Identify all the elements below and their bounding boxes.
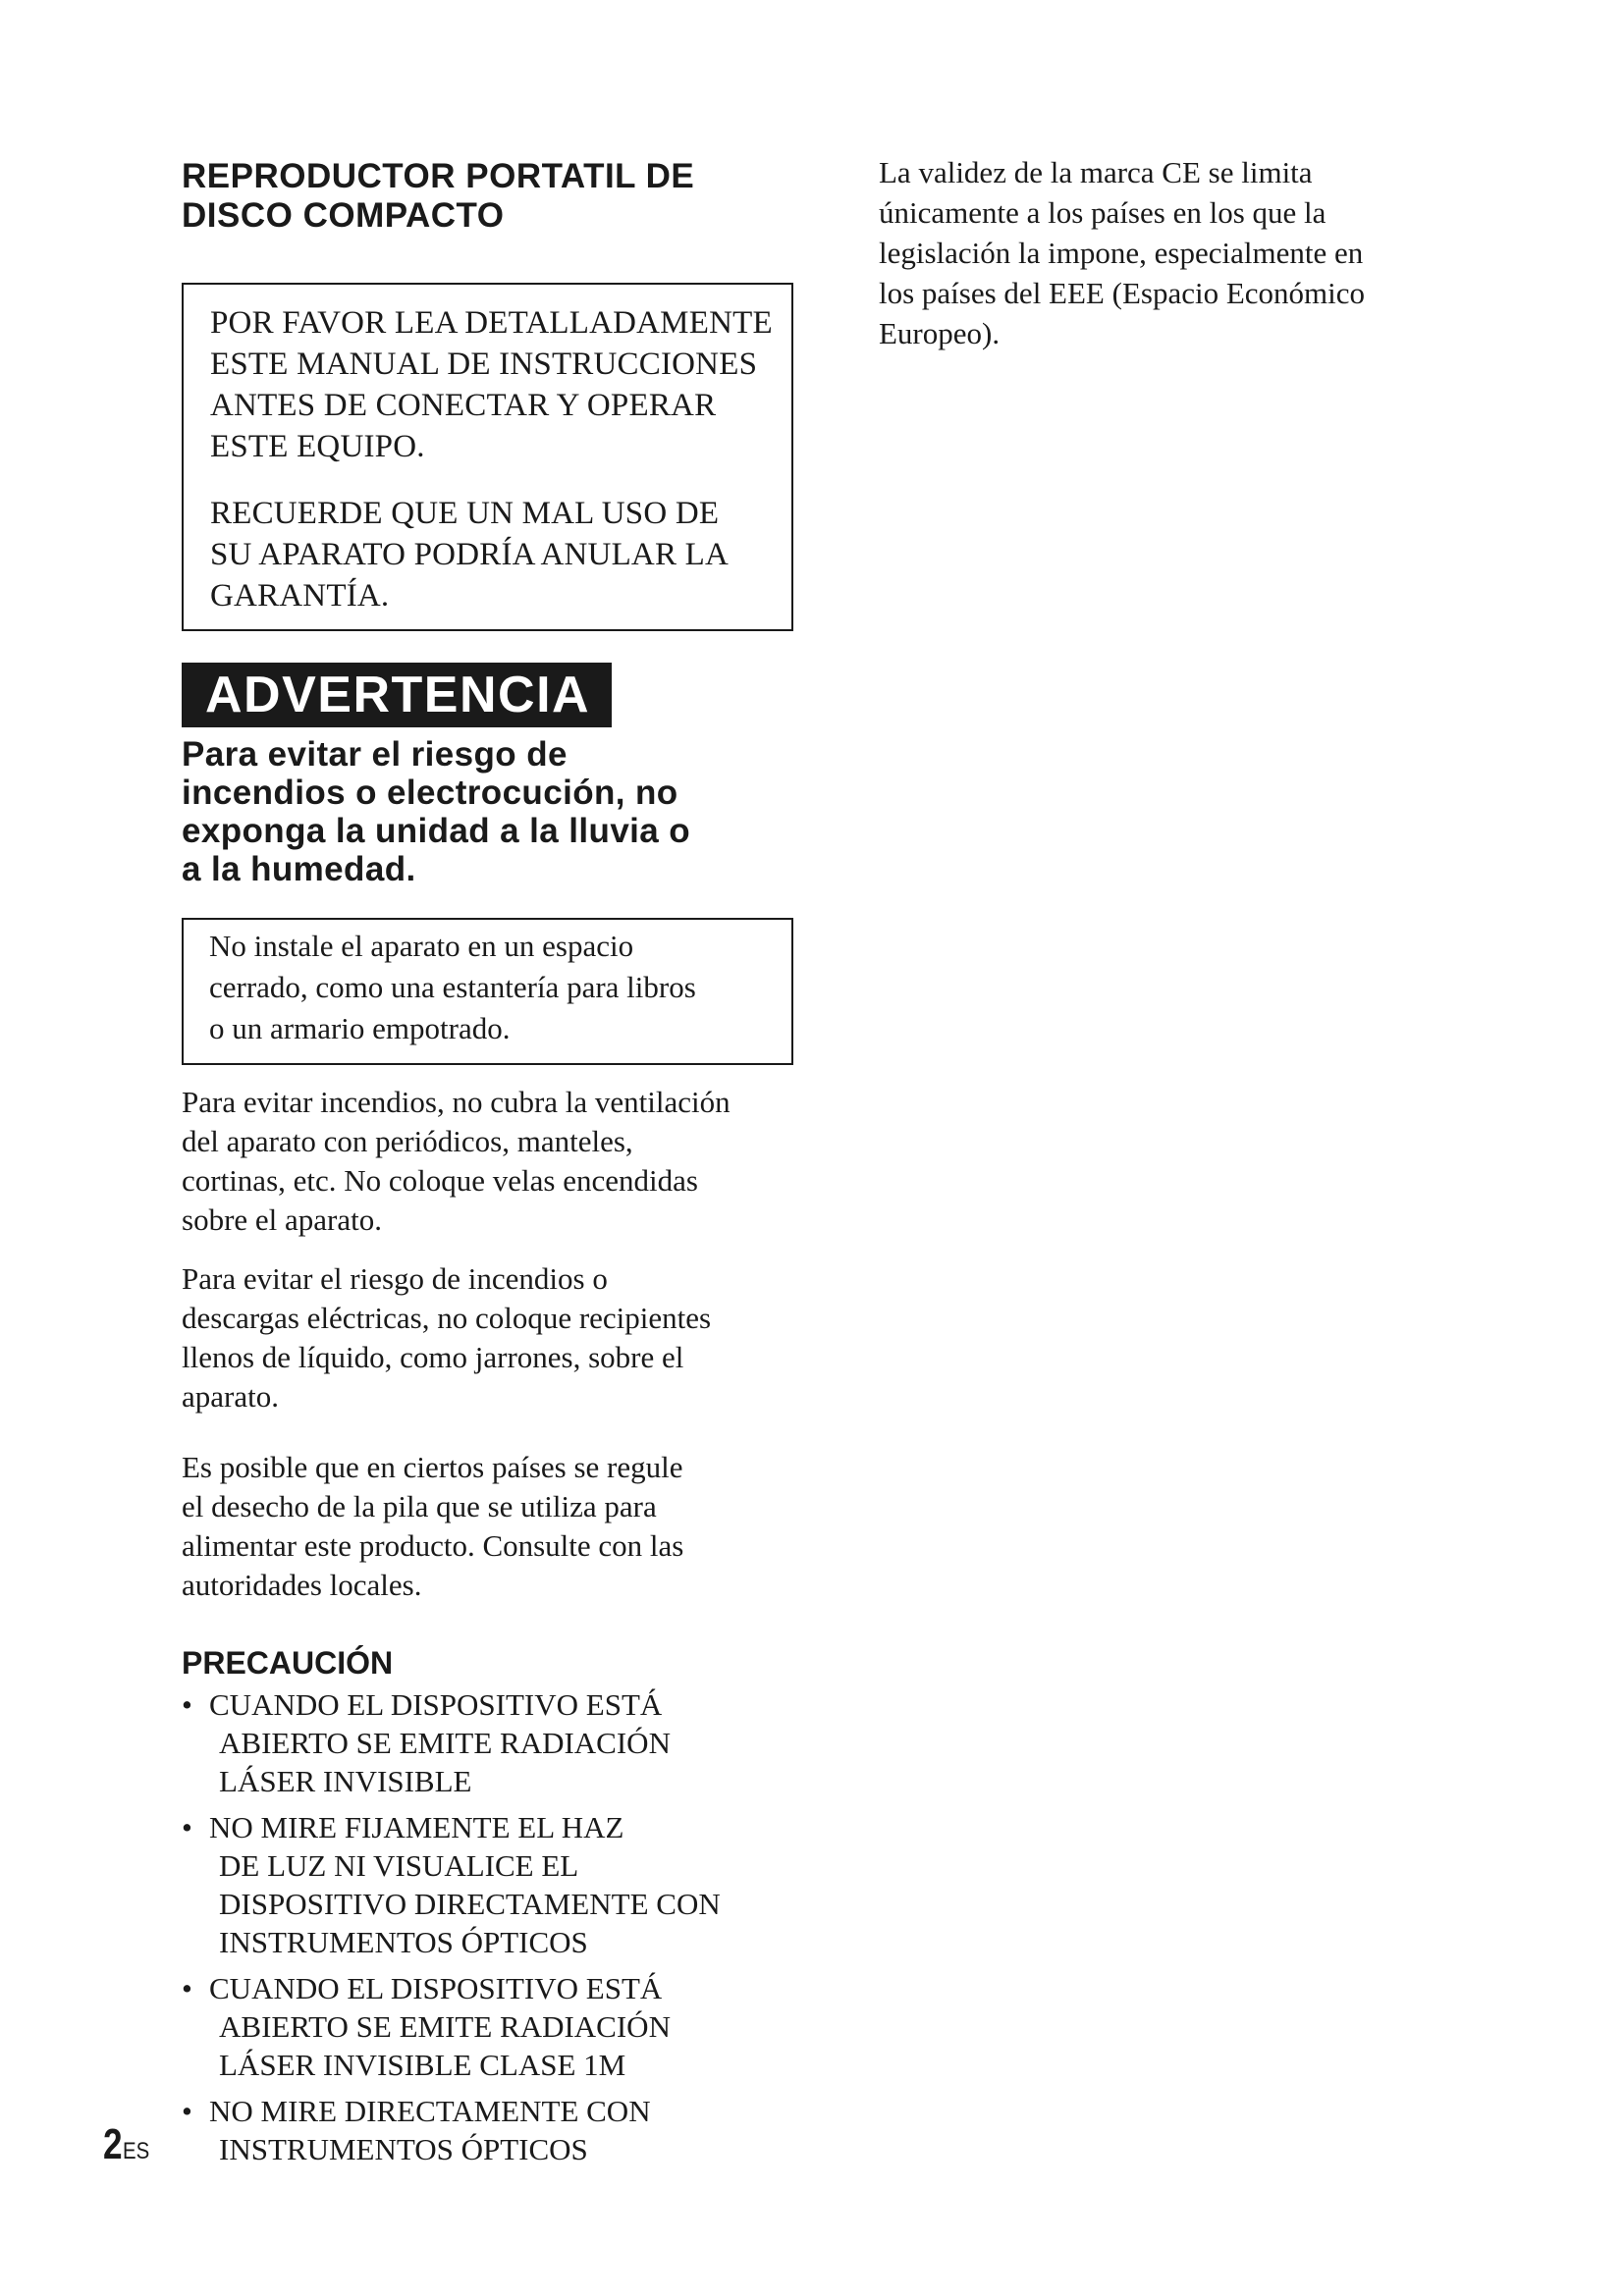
precaucion-item-line: INSTRUMENTOS ÓPTICOS (219, 2132, 588, 2166)
precaucion-item-line: CUANDO EL DISPOSITIVO ESTÁ (209, 1687, 663, 1722)
bullet-icon: • (182, 1687, 192, 1722)
precaucion-item-line: LÁSER INVISIBLE CLASE 1M (219, 2048, 626, 2082)
paragraph-line: alimentar este producto. Consulte con las (182, 1528, 684, 1563)
notice-paragraph-read-manual (210, 302, 791, 467)
precaucion-item (182, 1685, 795, 1800)
warning-heading-line: Para evitar el riesgo de (182, 735, 568, 774)
bullet-icon: • (182, 2094, 192, 2128)
paragraph-line: del aparato con periódicos, manteles, (182, 1124, 633, 1158)
paragraph-line: Es posible que en ciertos países se regule (182, 1450, 683, 1484)
precaucion-item-line: LÁSER INVISIBLE (219, 1764, 472, 1798)
notice-line: ESTE EQUIPO. (210, 429, 425, 464)
paragraph-line: cortinas, etc. No coloque velas encendidas (182, 1163, 698, 1198)
page-number-value: 2 (103, 2120, 123, 2168)
paragraph-line: Para evitar incendios, no cubra la ventilación (182, 1085, 731, 1119)
notice-box (182, 283, 793, 631)
bullet-icon: • (182, 1971, 192, 2005)
paragraph-line: los países del EEE (Espacio Económico (879, 276, 1366, 310)
paragraph-line: únicamente a los países en los que la (879, 195, 1326, 230)
paragraph-line: llenos de líquido, como jarrones, sobre el (182, 1340, 684, 1374)
install-line: cerrado, como una estantería para libros (209, 970, 696, 1004)
advertencia-banner: ADVERTENCIA (182, 663, 612, 727)
precaucion-item-line: DISPOSITIVO DIRECTAMENTE CON (219, 1887, 721, 1921)
bullet-icon: • (182, 1810, 192, 1844)
page-number (103, 2120, 155, 2169)
notice-line: POR FAVOR LEA DETALLADAMENTE (210, 305, 773, 341)
precaucion-item-line: CUANDO EL DISPOSITIVO ESTÁ (209, 1971, 663, 2005)
precaucion-item (182, 2092, 795, 2168)
warning-heading (182, 735, 795, 888)
paragraph-line: aparato. (182, 1379, 279, 1414)
product-title (182, 157, 795, 236)
page-language-code: ES (123, 2138, 150, 2164)
left-column (182, 157, 795, 2176)
notice-line: ESTE MANUAL DE INSTRUCCIONES (210, 347, 758, 382)
ce-mark-paragraph (879, 152, 1448, 353)
right-column (879, 152, 1448, 353)
notice-line: RECUERDE QUE UN MAL USO DE (210, 496, 720, 531)
paragraph-line: autoridades locales. (182, 1568, 422, 1602)
install-box (182, 918, 793, 1065)
paragraph-battery (182, 1448, 795, 1605)
paragraph-liquid (182, 1259, 795, 1416)
notice-line: SU APARATO PODRÍA ANULAR LA (210, 537, 730, 572)
paragraph-line: Para evitar el riesgo de incendios o (182, 1261, 608, 1296)
paragraph-line: sobre el aparato. (182, 1202, 382, 1237)
paragraph-line: Europeo). (879, 316, 1001, 350)
notice-line: ANTES DE CONECTAR Y OPERAR (210, 388, 717, 423)
product-title-line: REPRODUCTOR PORTATIL DE (182, 157, 695, 195)
warning-heading-line: exponga la unidad a la lluvia o (182, 812, 691, 850)
paragraph-ventilation (182, 1083, 795, 1240)
paragraph-line: descargas eléctricas, no coloque recipientes (182, 1301, 712, 1335)
precaucion-list (182, 1685, 795, 2168)
precaucion-item (182, 1808, 795, 1961)
install-line: o un armario empotrado. (209, 1011, 511, 1045)
paragraph-line: La validez de la marca CE se limita (879, 155, 1313, 189)
precaucion-item-line: INSTRUMENTOS ÓPTICOS (219, 1925, 588, 1959)
paragraph-line: legislación la impone, especialmente en (879, 236, 1364, 270)
precaucion-item-line: ABIERTO SE EMITE RADIACIÓN (219, 1726, 671, 1760)
warning-heading-line: a la humedad. (182, 850, 416, 888)
product-title-line: DISCO COMPACTO (182, 196, 505, 235)
precaucion-item-line: DE LUZ NI VISUALICE EL (219, 1848, 579, 1883)
precaucion-item-line: NO MIRE FIJAMENTE EL HAZ (209, 1810, 624, 1844)
precaucion-heading: PRECAUCIÓN (182, 1645, 394, 1681)
paragraph-line: el desecho de la pila que se utiliza para (182, 1489, 657, 1523)
warning-heading-line: incendios o electrocución, no (182, 774, 678, 812)
precaucion-item (182, 1969, 795, 2084)
precaucion-item-line: ABIERTO SE EMITE RADIACIÓN (219, 2009, 671, 2044)
notice-line: GARANTÍA. (210, 578, 390, 614)
notice-paragraph-warranty (210, 493, 791, 616)
precaucion-item-line: NO MIRE DIRECTAMENTE CON (209, 2094, 651, 2128)
install-line: No instale el aparato en un espacio (209, 929, 634, 963)
